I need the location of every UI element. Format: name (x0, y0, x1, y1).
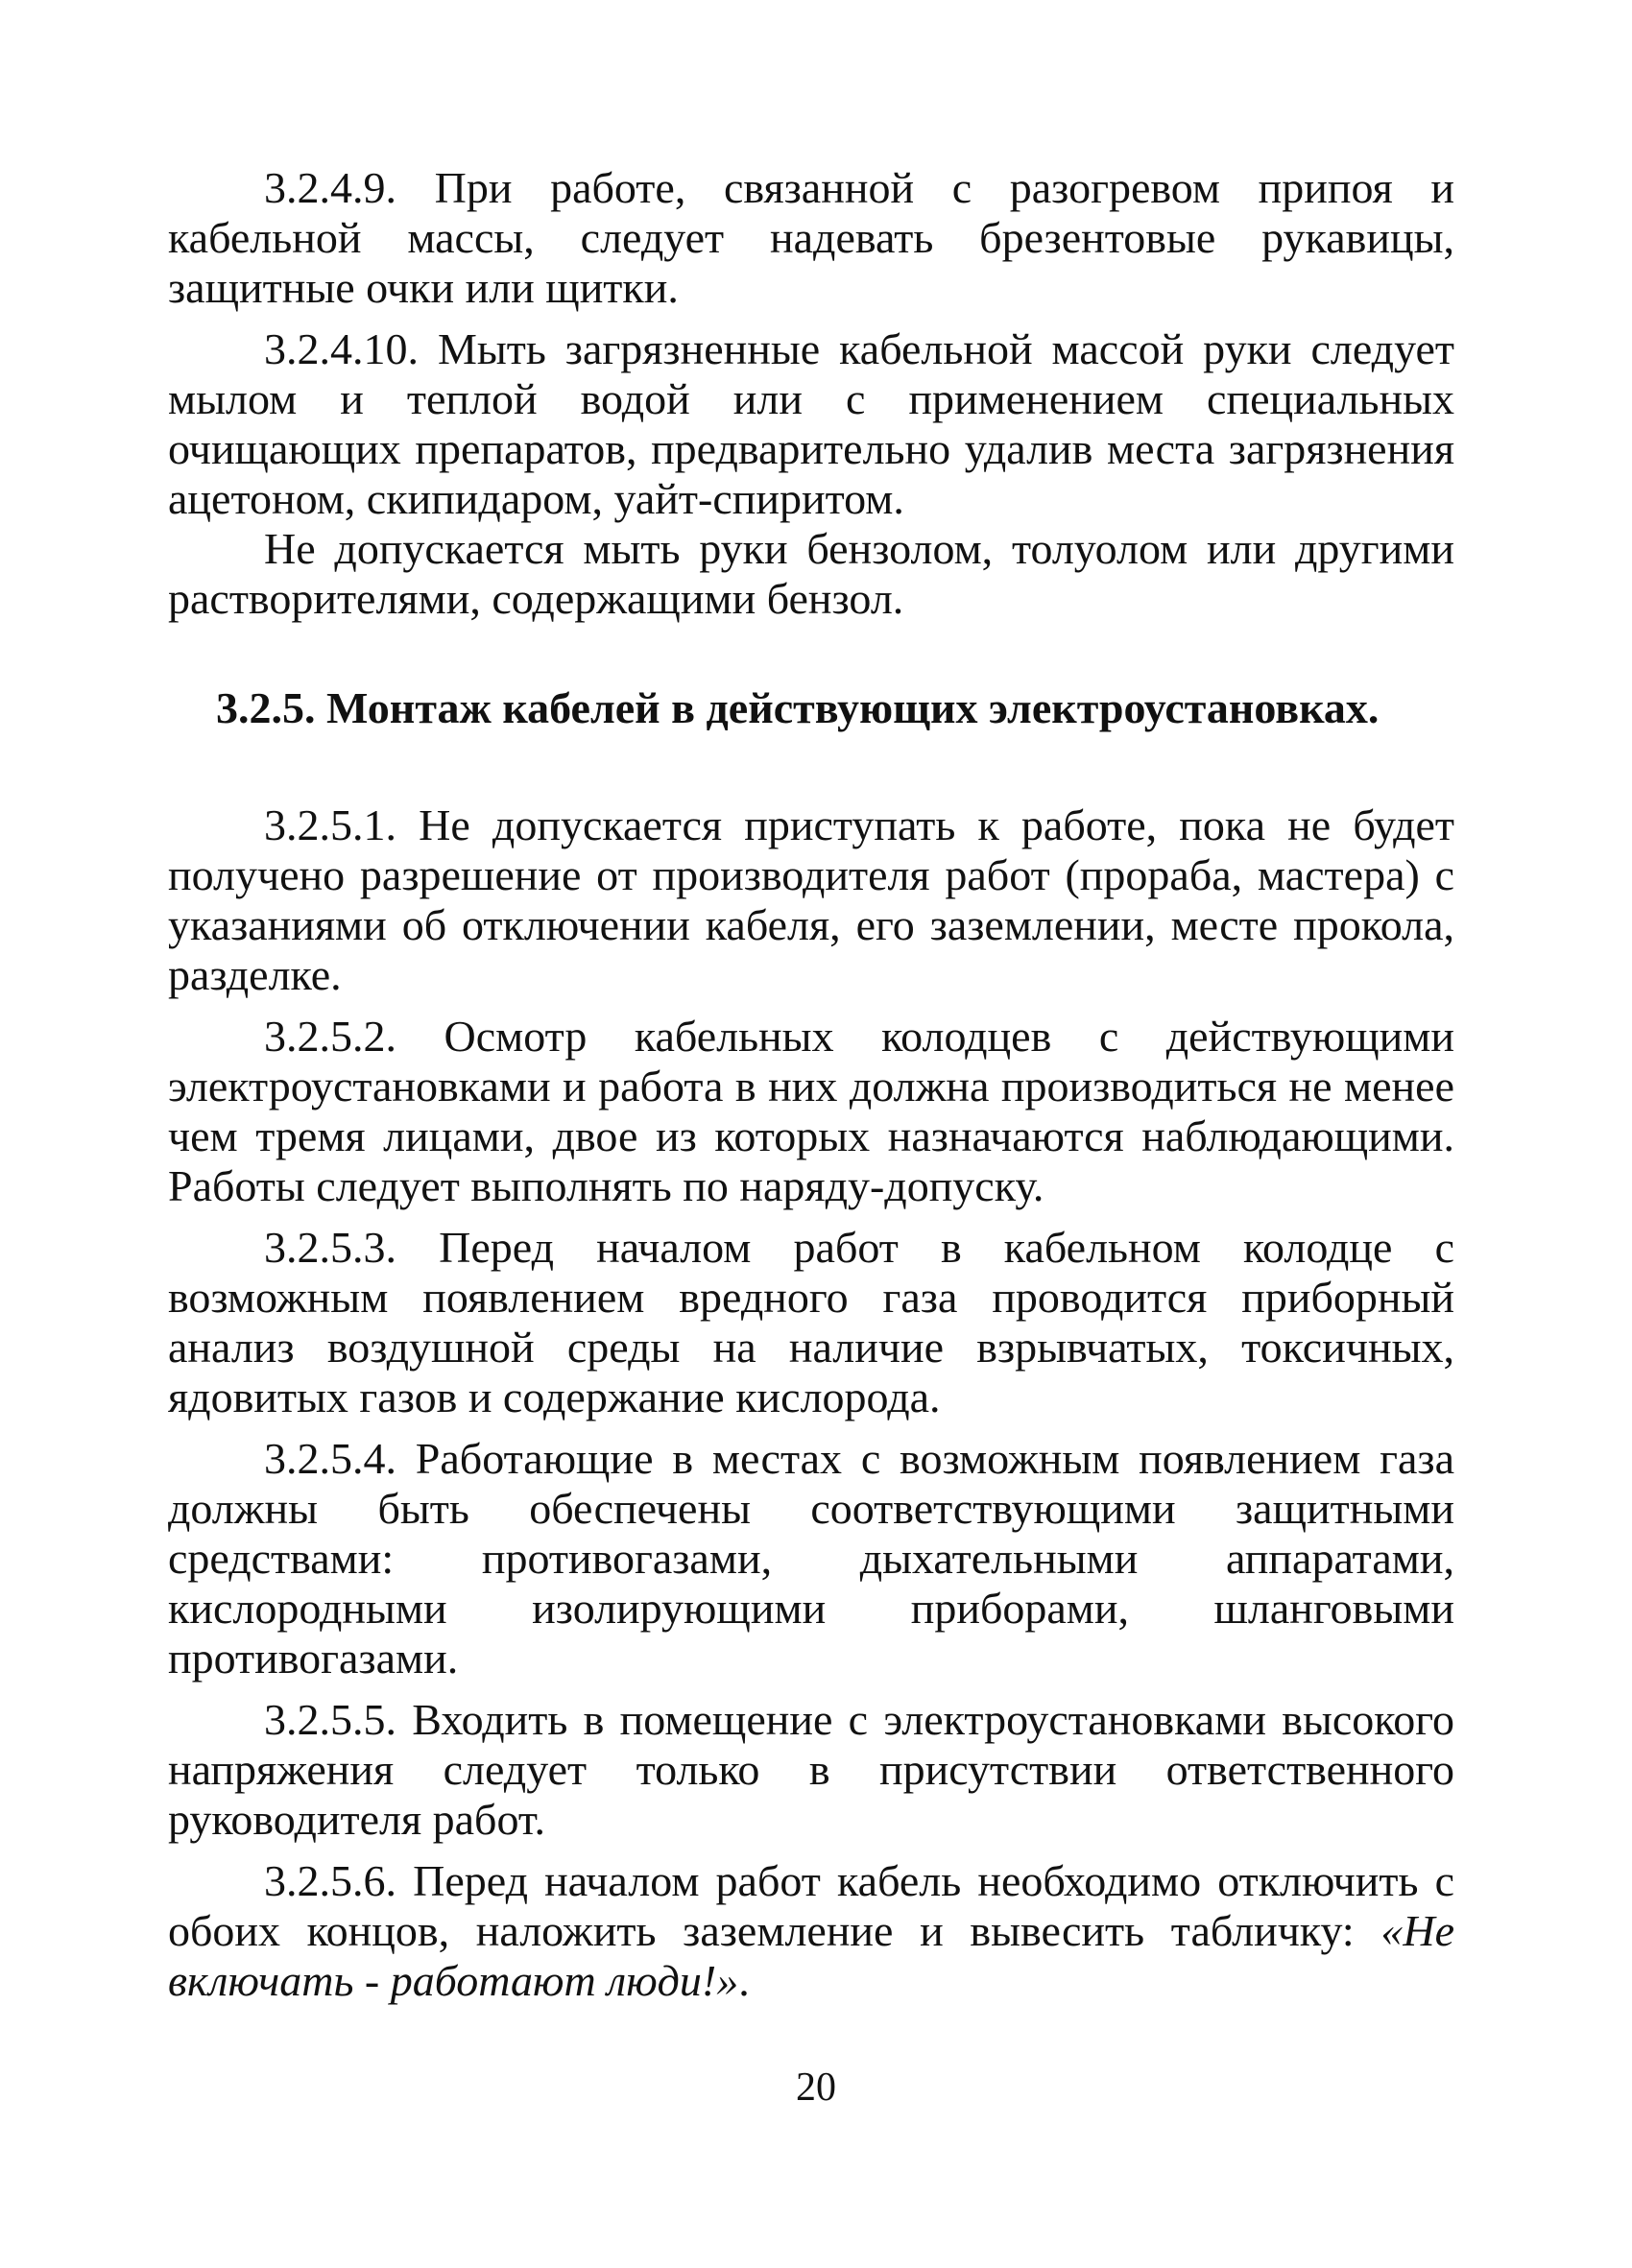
paragraph-benzene-note: Не допускается мыть руки бензолом, толуолом или другими растворителями, содержащими бензол. (168, 524, 1454, 623)
paragraph-3-2-4-9: 3.2.4.9. При работе, связанной с разогревом припоя и кабельной массы, следует надевать брезентовые рукавицы, защитные очки или щитки. (168, 163, 1454, 312)
paragraph-3-2-5-4: 3.2.5.4. Работающие в местах с возможным появлением газа должны быть обеспечены соответствующими защитными средствами: противогазами, дыхательными аппаратами, кислородными изолирующими приборами, шланговыми противогазами. (168, 1434, 1454, 1683)
section-heading-3-2-5: 3.2.5. Монтаж кабелей в действующих электроустановках. (216, 683, 1380, 732)
paragraph-3-2-5-6 (168, 1856, 1454, 2006)
paragraph-3-2-5-1: 3.2.5.1. Не допускается приступать к работе, пока не будет получено разрешение от производителя работ (прораба, мастера) с указаниями об отключении кабеля, его заземлении, месте прокола, разделке. (168, 800, 1454, 999)
document-page (168, 163, 1454, 2006)
paragraph-3-2-5-5: 3.2.5.5. Входить в помещение с электроустановками высокого напряжения следует только в присутствии ответственного руководителя работ. (168, 1695, 1454, 1844)
paragraph-3-2-5-2: 3.2.5.2. Осмотр кабельных колодцев с действующими электроустановками и работа в них должна производиться не менее чем тремя лицами, двое из которых назначаются наблюдающими. Работы следует выполнять по наряду-допуску. (168, 1012, 1454, 1210)
paragraph-3-2-4-10: 3.2.4.10. Мыть загрязненные кабельной массой руки следует мылом и теплой водой или с применением специальных очищающих препаратов, предварительно удалив места загрязнения ацетоном, скипидаром, уайт-спиритом. (168, 324, 1454, 523)
paragraph-end-punctuation: . (738, 1956, 750, 2005)
paragraph-3-2-5-3: 3.2.5.3. Перед началом работ в кабельном колодце с возможным появлением вредного газа проводится приборный анализ воздушной среды на наличие взрывчатых, токсичных, ядовитых газов и содержание кислорода. (168, 1223, 1454, 1421)
warning-sign-text: «Не включать - работают люди!» (168, 1906, 1454, 2005)
page-number: 20 (796, 2065, 836, 2110)
paragraph-3-2-5-6-text: 3.2.5.6. Перед началом работ кабель необходимо отключить с обоих концов, наложить заземление и вывесить табличку: (168, 1856, 1454, 1955)
